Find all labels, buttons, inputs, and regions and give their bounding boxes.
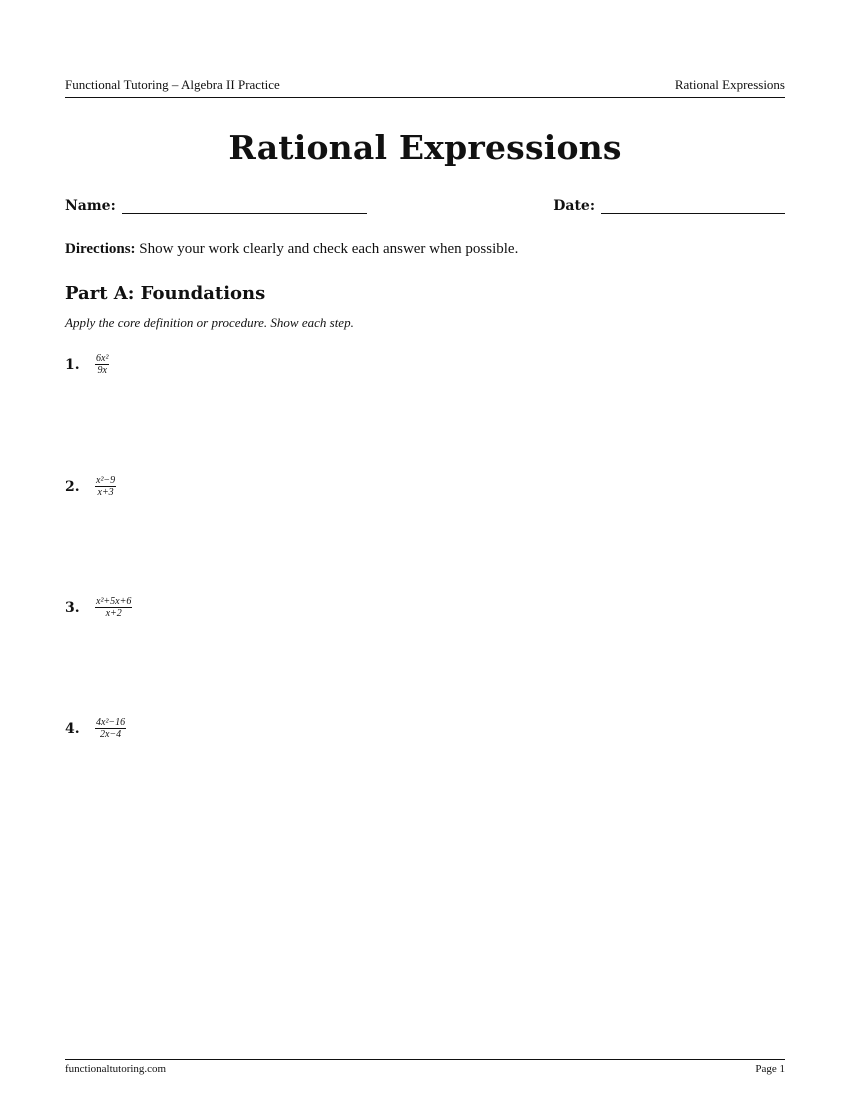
name-label: Name: [65,198,116,214]
fraction-denominator: 9x [97,365,107,376]
date-label: Date: [553,198,595,214]
problem-number: 3. [65,599,80,616]
directions-label: Directions: [65,241,136,257]
name-field [65,198,367,214]
problem-fraction [95,596,132,619]
page-footer [65,1059,785,1075]
footer-page-number: Page 1 [755,1063,785,1075]
fraction-numerator: x²−9 [96,475,116,486]
page-header [65,77,785,98]
problem-number: 2. [65,478,80,495]
page-title: Rational Expressions [228,128,622,167]
problem-4 [65,717,126,740]
problem-fraction [95,353,109,376]
problem-2 [65,475,116,498]
name-blank-line[interactable] [122,199,367,214]
problem-fraction [95,717,126,740]
directions-text: Show your work clearly and check each answer when possible. [139,241,519,257]
fraction-numerator: x²+5x+6 [96,596,132,607]
fraction-numerator: 6x² [96,353,109,364]
section-subtitle: Apply the core definition or procedure. Show each step. [65,315,354,330]
footer-website: functionaltutoring.com [65,1063,167,1075]
problem-3 [65,596,132,619]
date-field [553,198,785,214]
fraction-denominator: x+3 [97,487,114,498]
header-right-text: Rational Expressions [674,77,785,92]
problem-number: 1. [65,356,80,373]
header-left-text: Functional Tutoring – Algebra II Practice [65,77,280,92]
problem-1 [65,353,109,376]
problem-fraction [95,475,116,498]
problem-number: 4. [65,720,80,737]
date-blank-line[interactable] [601,199,785,214]
fraction-denominator: x+2 [105,608,122,619]
student-fields [65,198,785,218]
directions [65,241,785,258]
fraction-denominator: 2x−4 [100,729,122,740]
fraction-numerator: 4x²−16 [96,717,126,728]
section-title: Part A: Foundations [65,283,266,304]
